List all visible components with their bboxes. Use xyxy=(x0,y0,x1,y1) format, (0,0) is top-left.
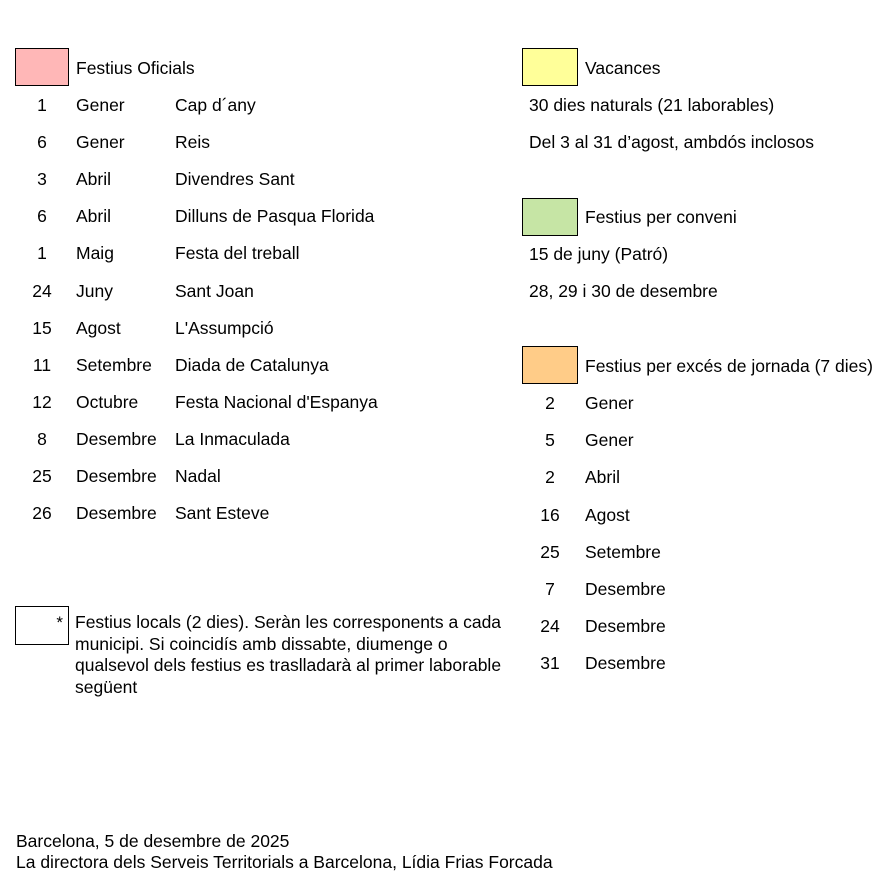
exces-month: Abril xyxy=(585,467,621,488)
exces-day: 25 xyxy=(540,541,560,562)
exces-row xyxy=(0,541,889,563)
oficials-month: Setembre xyxy=(76,354,152,375)
exces-day: 2 xyxy=(545,393,555,413)
oficials-row xyxy=(0,354,500,376)
exces-month: Desembre xyxy=(585,616,666,637)
exces-swatch xyxy=(522,346,578,384)
oficials-month: Gener xyxy=(76,132,125,153)
locals-marker: * xyxy=(56,613,63,632)
exces-month: Agost xyxy=(585,504,630,525)
oficials-month: Abril xyxy=(76,206,112,227)
exces-month: Desembre xyxy=(585,653,666,674)
oficials-row xyxy=(0,131,500,153)
oficials-row xyxy=(0,317,500,339)
exces-row xyxy=(0,504,889,526)
oficials-month: Gener xyxy=(76,95,125,115)
conveni-line-2: 28, 29 i 30 de desembre xyxy=(529,281,718,301)
exces-day: 31 xyxy=(540,653,560,674)
oficials-day: 11 xyxy=(32,354,52,375)
exces-day: 5 xyxy=(545,430,555,451)
oficials-name: Sant Joan xyxy=(175,280,254,301)
oficials-month: Desembre xyxy=(76,428,157,449)
oficials-row xyxy=(0,280,500,302)
oficials-heading: Festius Oficials xyxy=(76,58,195,78)
oficials-name: Festa Nacional d'Espanya xyxy=(175,391,378,412)
footer-signature: La directora dels Serveis Territorials a Barcelona, Lídia Frias Forcada xyxy=(16,852,553,872)
exces-month: Gener xyxy=(585,393,634,413)
vacances-line-1: 30 dies naturals (21 laborables) xyxy=(529,95,775,115)
oficials-day: 15 xyxy=(32,317,52,338)
exces-day: 16 xyxy=(540,504,560,525)
exces-day: 24 xyxy=(540,616,560,637)
oficials-day: 1 xyxy=(37,95,47,115)
vacances-heading: Vacances xyxy=(585,58,661,78)
oficials-name: Dilluns de Pasqua Florida xyxy=(175,206,375,227)
conveni-heading: Festius per conveni xyxy=(585,207,737,227)
oficials-month: Agost xyxy=(76,317,121,338)
oficials-month: Juny xyxy=(76,280,113,301)
exces-day: 2 xyxy=(545,467,555,488)
conveni-swatch xyxy=(522,198,578,236)
exces-month: Setembre xyxy=(585,541,661,562)
footer-place-date: Barcelona, 5 de desembre de 2025 xyxy=(16,831,290,851)
exces-row xyxy=(0,392,889,414)
oficials-row xyxy=(0,168,500,190)
oficials-name: Reis xyxy=(175,132,211,153)
oficials-name: Cap d´any xyxy=(175,95,256,115)
oficials-name: Sant Esteve xyxy=(175,503,270,524)
oficials-month: Desembre xyxy=(76,466,157,486)
locals-swatch xyxy=(15,606,69,645)
oficials-day: 3 xyxy=(37,169,47,190)
oficials-month: Abril xyxy=(76,169,112,190)
oficials-name: La Inmaculada xyxy=(175,428,290,449)
vacances-line-2: Del 3 al 31 d’agost, ambdós inclosos xyxy=(529,132,815,152)
locals-note: Festius locals (2 dies). Seràn les corresponents a cada municipi. Si coincidís amb dissabte, diumenge o qualsevol dels festius es traslladarà al primer laborable següent xyxy=(75,612,502,697)
oficials-day: 6 xyxy=(37,206,47,227)
exces-day: 7 xyxy=(545,579,555,599)
exces-month: Desembre xyxy=(585,579,666,599)
oficials-month: Maig xyxy=(76,243,114,264)
oficials-name: Divendres Sant xyxy=(175,169,295,190)
oficials-day: 6 xyxy=(37,132,47,153)
oficials-day: 8 xyxy=(37,428,47,449)
oficials-name: Diada de Catalunya xyxy=(175,354,329,375)
exces-row xyxy=(0,429,889,451)
oficials-day: 24 xyxy=(32,280,52,301)
oficials-row xyxy=(0,94,500,116)
oficials-day: 26 xyxy=(32,503,52,524)
vacances-swatch xyxy=(522,48,578,86)
oficials-month: Desembre xyxy=(76,503,157,524)
oficials-month: Octubre xyxy=(76,391,139,412)
oficials-name: Festa del treball xyxy=(175,243,300,264)
oficials-row xyxy=(0,242,500,264)
oficials-row xyxy=(0,205,500,227)
oficials-day: 25 xyxy=(32,466,52,486)
oficials-swatch xyxy=(15,48,69,86)
exces-month: Gener xyxy=(585,430,634,451)
exces-heading: Festius per excés de jornada (7 dies) xyxy=(585,356,873,376)
exces-row xyxy=(0,578,889,600)
oficials-name: L'Assumpció xyxy=(175,317,274,338)
oficials-day: 12 xyxy=(32,391,52,412)
oficials-name: Nadal xyxy=(175,466,221,486)
oficials-day: 1 xyxy=(37,243,47,264)
exces-row xyxy=(0,466,889,488)
conveni-line-1: 15 de juny (Patró) xyxy=(529,244,669,264)
